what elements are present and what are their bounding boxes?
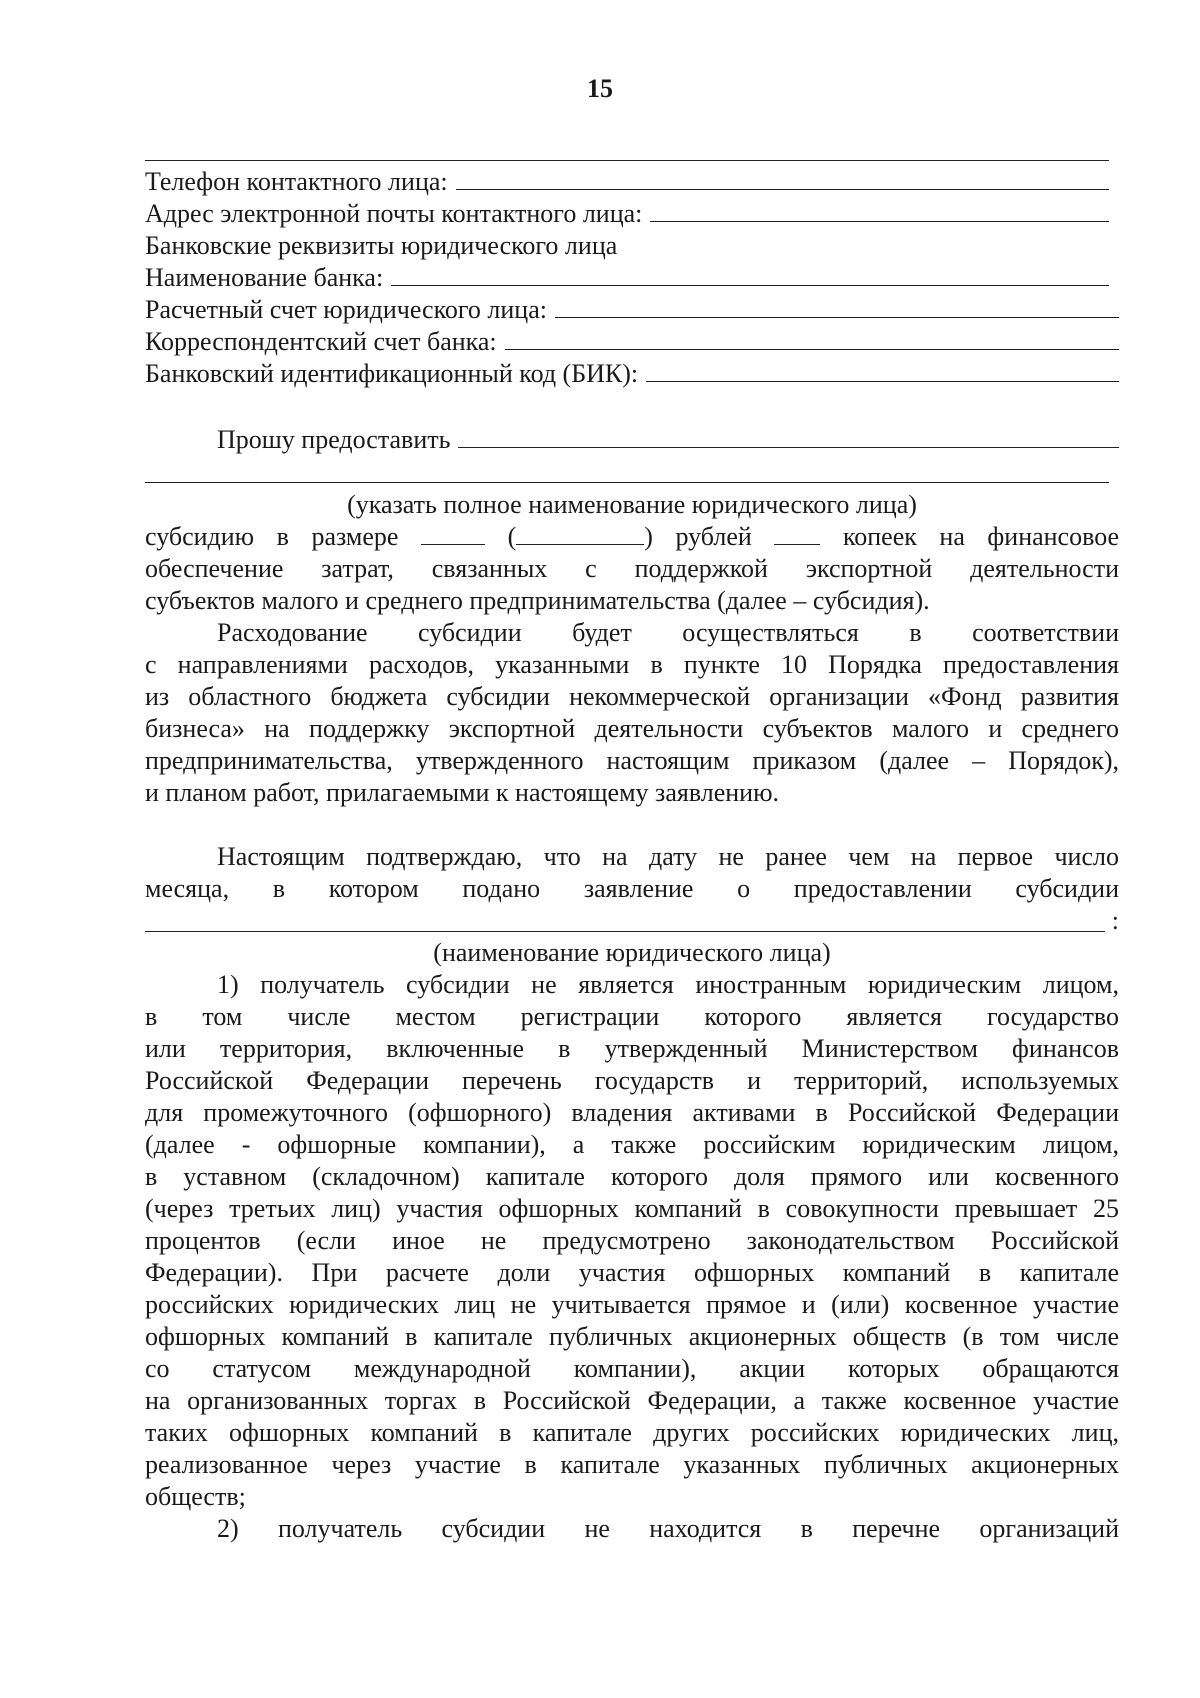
text-line: или территория, включенные в утвержденный Министерством финансов [145, 1034, 1119, 1063]
text-line: Российской Федерации перечень государств и территорий, используемых [145, 1066, 1119, 1095]
subsidy-amount-line [145, 521, 1119, 553]
top-rule [145, 160, 1109, 161]
request-hint: (указать полное наименование юридического лица) [347, 490, 917, 519]
bik-label: Банковский идентификационный код (БИК): [145, 359, 639, 388]
text-line: Настоящим подтверждаю, что на дату не ранее чем на первое число [217, 842, 1119, 871]
corr-account-input-line[interactable] [505, 327, 1119, 350]
confirm-hint: (наименование юридического лица) [433, 938, 831, 967]
text-line: Федерации). При расчете доли участия офшорных компаний в капитале [145, 1258, 1119, 1287]
amount-words-blank[interactable] [516, 522, 644, 545]
phone-input-line[interactable] [456, 167, 1109, 190]
confirm-org-line [145, 905, 1119, 937]
text-line: бизнеса» на поддержку экспортной деятельности субъектов малого и среднего [145, 714, 1119, 743]
bik-row [145, 358, 1119, 390]
amount-blank[interactable] [421, 522, 485, 545]
text-line: со статусом международной компании), акции которых обращаются [145, 1354, 1119, 1383]
text-line: (через третьих лиц) участия офшорных компаний в совокупности превышает 25 [145, 1194, 1119, 1223]
email-input-line[interactable] [650, 199, 1109, 222]
text-line: таких офшорных компаний в капитале других российских юридических лиц, [145, 1418, 1119, 1447]
account-input-line[interactable] [555, 295, 1119, 318]
corr-account-row [145, 326, 1119, 358]
page-number: 15 [587, 74, 613, 103]
text-line: месяца, в котором подано заявление о предоставлении субсидии [145, 874, 1119, 903]
text-line: предпринимательства, утвержденного настоящим приказом (далее – Порядок), [145, 746, 1119, 775]
open-paren: ( [507, 522, 517, 551]
request-row [217, 424, 1119, 456]
text-line: с направлениями расходов, указанными в пункте 10 Порядка предоставления [145, 650, 1119, 679]
bank-name-label: Наименование банка: [145, 263, 384, 292]
text-line: обеспечение затрат, связанных с поддержкой экспортной деятельности [145, 554, 1119, 583]
text-line: российских юридических лиц не учитывается прямое и (или) косвенное участие [145, 1290, 1119, 1319]
text-line: 1) получатель субсидии не является иностранным юридическим лицом, [217, 970, 1119, 999]
text-line: в уставном (складочном) капитале которого доля прямого или косвенного [145, 1162, 1119, 1191]
bank-name-input-line[interactable] [391, 263, 1109, 286]
email-label: Адрес электронной почты контактного лица: [145, 199, 643, 228]
bank-details-header: Банковские реквизиты юридического лица [145, 231, 618, 260]
phone-field-row [145, 166, 1109, 198]
confirm-colon: : [1111, 906, 1119, 935]
text-line: для промежуточного (офшорного) владения активами в Российской Федерации [145, 1098, 1119, 1127]
text-line: обществ; [145, 1482, 246, 1511]
text-line: процентов (если иное не предусмотрено законодательством Российской [145, 1226, 1119, 1255]
request-second-line[interactable] [145, 482, 1109, 483]
bank-name-row [145, 262, 1109, 294]
account-row [145, 294, 1119, 326]
corr-account-label: Корреспондентский счет банка: [145, 327, 497, 356]
text-line: из областного бюджета субсидии некоммерческой организации «Фонд развития [145, 682, 1119, 711]
text-line: субъектов малого и среднего предпринимательства (далее – субсидия). [145, 586, 930, 615]
kopecks-blank[interactable] [774, 522, 820, 545]
phone-label: Телефон контактного лица: [145, 167, 448, 196]
bik-input-line[interactable] [646, 359, 1119, 382]
text-line: в том числе местом регистрации которого является государство [145, 1002, 1119, 1031]
subsidy-amount-text: субсидию в размере [145, 522, 399, 551]
text-line: (далее - офшорные компании), а также российским юридическим лицом, [145, 1130, 1119, 1159]
text-line: 2) получатель субсидии не находится в перечне организаций [217, 1514, 1119, 1543]
text-line: офшорных компаний в капитале публичных акционерных обществ (в том числе [145, 1322, 1119, 1351]
text-line: реализованное через участие в капитале указанных публичных акционерных [145, 1450, 1119, 1479]
confirm-org-input-line[interactable] [145, 931, 1105, 932]
text-line: Расходование субсидии будет осуществляться в соответствии [217, 618, 1119, 647]
rubles-text: ) рублей [644, 522, 752, 551]
text-line: на организованных торгах в Российской Федерации, а также косвенное участие [145, 1386, 1119, 1415]
request-label: Прошу предоставить [217, 425, 451, 454]
request-input-line[interactable] [458, 425, 1119, 448]
text-line: и планом работ, прилагаемыми к настоящему заявлению. [145, 778, 780, 807]
email-field-row [145, 198, 1109, 230]
kopecks-text: копеек на финансовое [842, 522, 1120, 551]
account-label: Расчетный счет юридического лица: [145, 295, 547, 324]
